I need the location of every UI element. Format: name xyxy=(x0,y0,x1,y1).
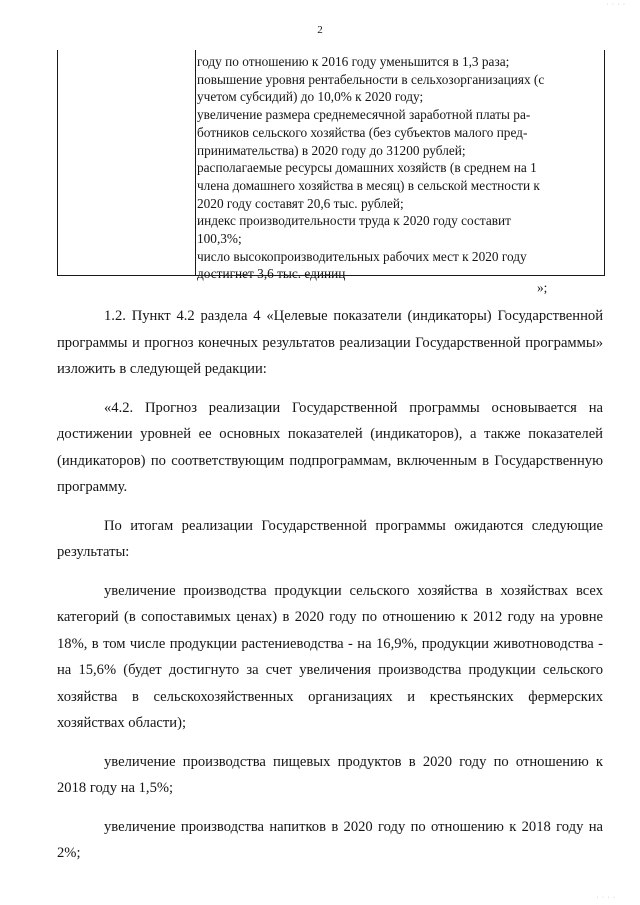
table-line: достигнет 3,6 тыс. единиц xyxy=(197,266,346,282)
table-line: учетом субсидий) до 10,0% к 2020 году; xyxy=(197,89,424,105)
document-body xyxy=(57,303,603,867)
table-line: повышение уровня рентабельности в сельхозорганизациях (с xyxy=(197,71,545,87)
scan-corner-mark-top: · · · · xyxy=(606,2,626,8)
closing-quote: »; xyxy=(537,280,548,295)
table-line: году по отношению к 2016 году уменьшится в 1,3 раза; xyxy=(197,54,510,69)
table-line: индекс производительности труда к 2020 году составит xyxy=(197,213,511,229)
table-line: 2020 году составят 20,6 тыс. рублей; xyxy=(197,195,404,211)
paragraph-forecast-4-2: «4.2. Прогноз реализации Государственной программы основывается на достижении уровней ее основных показателей (индикаторов), а также показателей (индикаторов) по соответствующим подпрограммам, включенным в Государственную программу. xyxy=(57,399,603,495)
table-line: располагаемые ресурсы домашних хозяйств (в среднем на 1 xyxy=(197,160,537,176)
paragraph-beverage-production: увеличение производства напитков в 2020 году по отношению к 2018 году на 2%; xyxy=(57,818,603,861)
table-cell-text xyxy=(196,53,544,283)
table-line: ботников сельского хозяйства (без субъектов малого пред- xyxy=(197,124,528,140)
table-line: число высокопроизводительных рабочих мест к 2020 году xyxy=(197,248,527,264)
scan-corner-mark-bottom: · · · · xyxy=(596,895,616,901)
table-line: члена домашнего хозяйства в месяц) в сельской местности к xyxy=(197,177,540,193)
table-line: принимательства) в 2020 году до 31200 рублей; xyxy=(197,142,466,158)
table-fragment xyxy=(57,50,605,282)
paragraph-food-production: увеличение производства пищевых продуктов в 2020 году по отношению к 2018 году на 1,5%; xyxy=(57,753,603,796)
paragraph-agriculture-output: увеличение производства продукции сельского хозяйства в хозяйствах всех категорий (в сопоставимых ценах) в 2020 году по отношению к 2012 году на уровне 18%, в том числе продукции растениеводства - на 16,9%, продукции животноводства - на 15,6% (будет достигнуто за счет увеличения производства продукции сельского хозяйства в сельскохозяйственных организациях и крестьянских фермерских хозяйствах области); xyxy=(57,582,603,731)
page-number: 2 xyxy=(317,24,323,36)
paragraph-amendment-1-2: 1.2. Пункт 4.2 раздела 4 «Целевые показатели (индикаторы) Государственной программы и прогноз конечных результатов реализации Государственной программы» изложить в следующей редакции: xyxy=(57,308,603,377)
table-line: увеличение размера среднемесячной заработной платы ра- xyxy=(197,107,531,123)
table-line: 100,3%; xyxy=(197,231,242,247)
paragraph-expected-results: По итогам реализации Государственной программы ожидаются следующие результаты: xyxy=(57,517,603,560)
